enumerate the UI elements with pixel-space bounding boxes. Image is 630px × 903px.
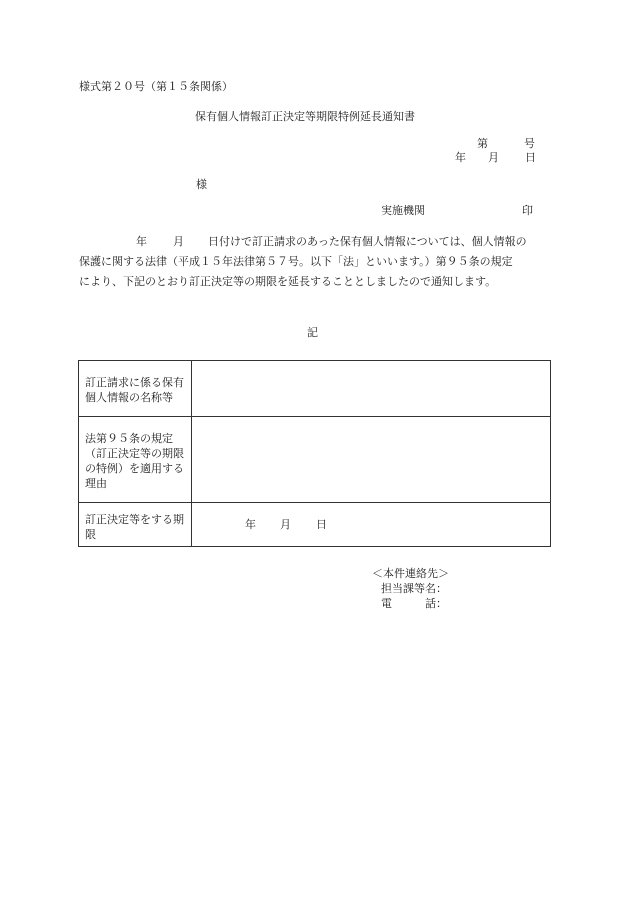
ki-heading: 記: [307, 326, 318, 339]
agency-label: 実施機関: [381, 204, 425, 217]
body-line-3: により、下記のとおり訂正決定等の期限を延長することとしましたので通知します。: [79, 275, 497, 288]
row3-label: 訂正決定等をする期 限: [79, 503, 192, 547]
deadline-month: 月: [280, 518, 291, 531]
contact-heading: ＜本件連絡先＞: [372, 567, 449, 580]
date-year: 年: [455, 151, 466, 164]
body-month: 月: [173, 235, 184, 248]
details-table: [78, 360, 551, 547]
table-row: [79, 417, 551, 503]
deadline-day: 日: [316, 518, 327, 531]
row1-value: [192, 361, 551, 417]
row2-label: 法第９５条の規定 （訂正決定等の期限 の特例）を適用する 理由: [79, 417, 192, 503]
table-row: [79, 503, 551, 547]
row2-value: [192, 417, 551, 503]
seal-mark: 印: [522, 204, 533, 217]
contact-dept-label: 担当課等名：: [381, 582, 447, 595]
deadline-year: 年: [245, 518, 256, 531]
row3-value: [192, 503, 551, 547]
addressee-honorific: 様: [196, 178, 207, 191]
date-day: 日: [525, 151, 536, 164]
row1-label: 訂正請求に係る保有 個人情報の名称等: [79, 361, 192, 417]
number-prefix: 第: [477, 137, 488, 150]
body-year: 年: [136, 235, 147, 248]
notice-body: [79, 232, 551, 292]
body-line-1: [79, 232, 551, 252]
body-rest: 日付けで訂正請求のあった保有個人情報については、個人情報の: [208, 235, 527, 248]
number-suffix: 号: [524, 137, 535, 150]
document-title: 保有個人情報訂正決定等期限特例延長通知書: [195, 110, 415, 123]
body-line-2: 保護に関する法律（平成１５年法律第５７号。以下「法」といいます。）第９５条の規定: [79, 255, 513, 268]
form-number: 様式第２０号（第１５条関係）: [79, 80, 233, 93]
date-month: 月: [488, 151, 499, 164]
table-row: [79, 361, 551, 417]
